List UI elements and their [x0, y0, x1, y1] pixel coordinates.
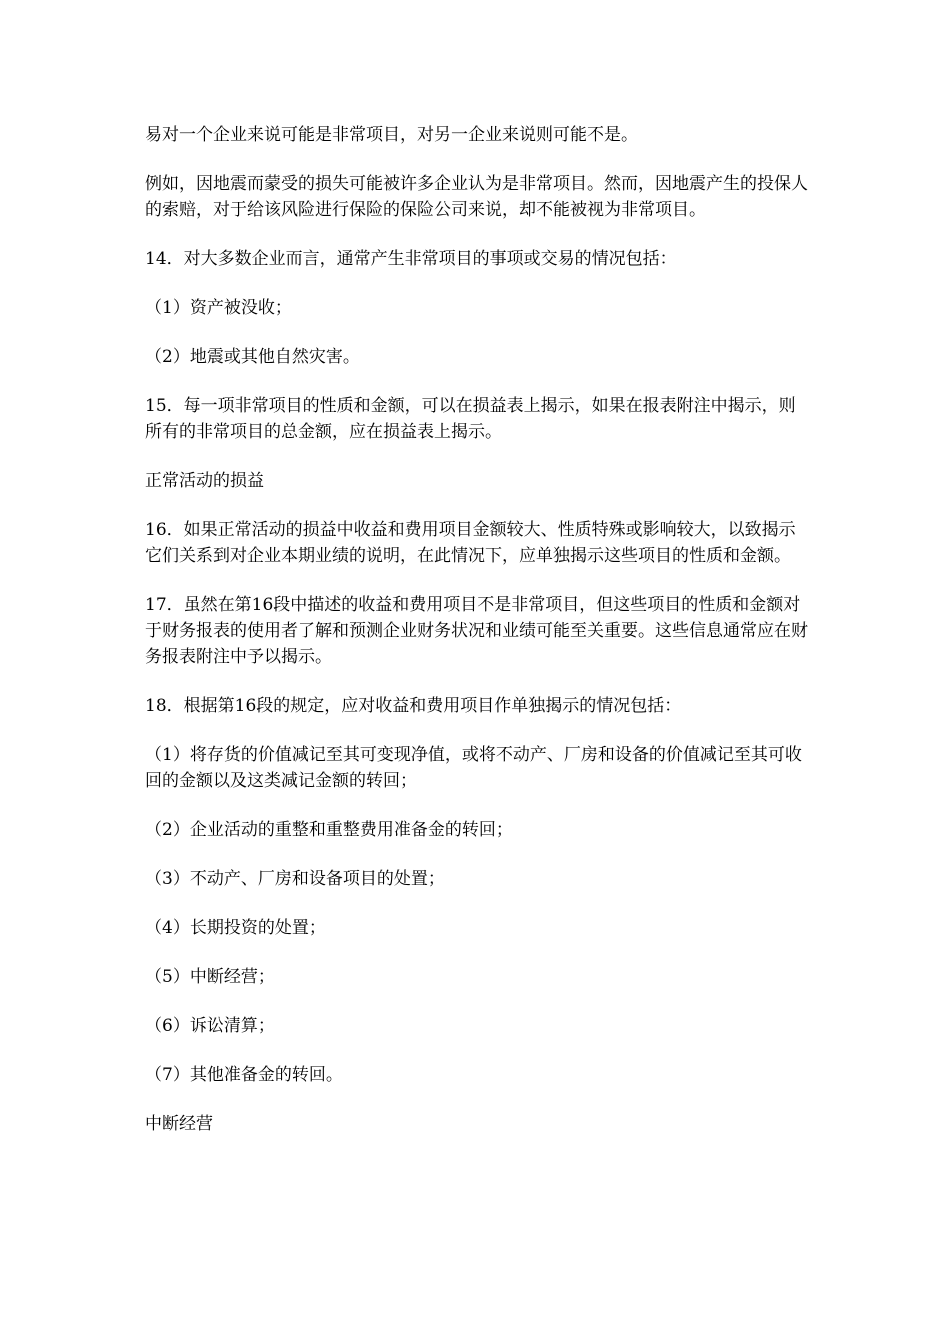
list-item-14-2: （2）地震或其他自然灾害。: [145, 347, 360, 367]
paragraph-earthquake-example: 例如，因地震而蒙受的损失可能被许多企业认为是非常项目。然而，因地震产生的投保人的索赔，对于给该风险进行保险的保险公司来说，却不能被视为非常项目。: [145, 174, 808, 220]
paragraph-14: 14．对大多数企业而言，通常产生非常项目的事项或交易的情况包括：: [145, 249, 677, 269]
paragraph-18: 18．根据第16段的规定，应对收益和费用项目作单独揭示的情况包括：: [145, 696, 682, 716]
list-item-18-4: （4）长期投资的处置；: [145, 918, 326, 938]
section-heading-discontinued-operations: 中断经营: [145, 1114, 213, 1134]
list-item-18-3: （3）不动产、厂房和设备项目的处置；: [145, 869, 445, 889]
section-heading-ordinary-activities: 正常活动的损益: [145, 471, 264, 491]
list-item-18-1: （1）将存货的价值减记至其可变现净值，或将不动产、厂房和设备的价值减记至其可收回的金额以及这类减记金额的转回；: [145, 745, 802, 791]
paragraph-15: 15．每一项非常项目的性质和金额，可以在损益表上揭示，如果在报表附注中揭示，则所有的非常项目的总金额，应在损益表上揭示。: [145, 396, 796, 442]
document-body: [145, 122, 810, 1160]
paragraph-continuation: 易对一个企业来说可能是非常项目，对另一企业来说则可能不是。: [145, 125, 638, 145]
paragraph-17: 17．虽然在第16段中描述的收益和费用项目不是非常项目，但这些项目的性质和金额对于财务报表的使用者了解和预测企业财务状况和业绩可能至关重要。这些信息通常应在财务报表附注中予以揭示。: [145, 595, 808, 667]
list-item-18-2: （2）企业活动的重整和重整费用准备金的转回；: [145, 820, 513, 840]
list-item-18-5: （5）中断经营；: [145, 967, 275, 987]
paragraph-16: 16．如果正常活动的损益中收益和费用项目金额较大、性质特殊或影响较大，以致揭示它们关系到对企业本期业绩的说明，在此情况下，应单独揭示这些项目的性质和金额。: [145, 520, 796, 566]
list-item-18-7: （7）其他准备金的转回。: [145, 1065, 343, 1085]
list-item-18-6: （6）诉讼清算；: [145, 1016, 275, 1036]
list-item-14-1: （1）资产被没收；: [145, 298, 292, 318]
